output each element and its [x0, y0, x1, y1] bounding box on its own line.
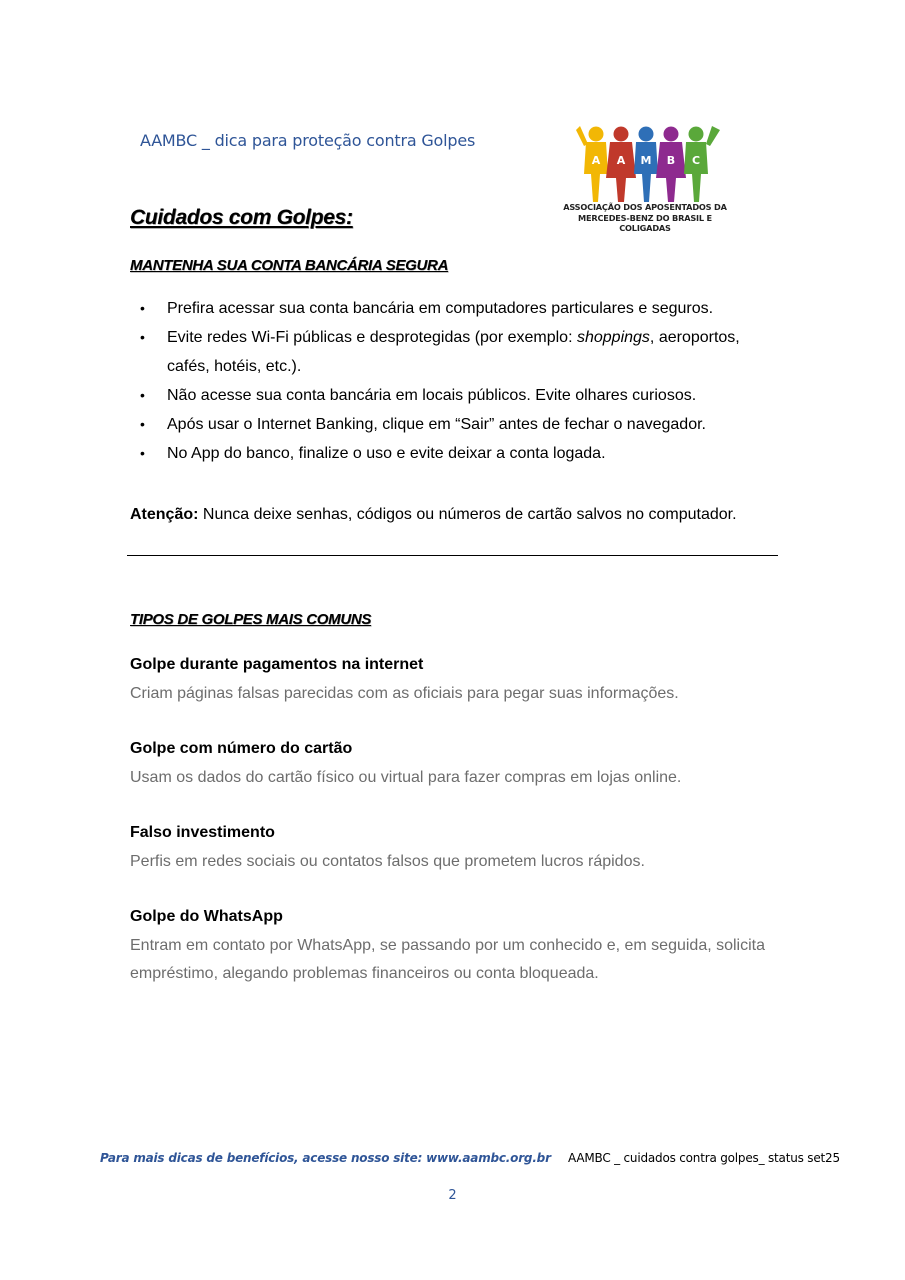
scam-type-description: Criam páginas falsas parecidas com as oficiais para pegar suas informações. [130, 685, 679, 702]
logo-letter-2: A [616, 154, 626, 167]
logo-letter-5: C [691, 154, 701, 167]
scam-type-item [130, 738, 790, 792]
scam-type-title: Falso investimento [130, 824, 275, 841]
scam-type-description: Usam os dados do cartão físico ou virtual para fazer compras em lojas online. [130, 769, 682, 786]
list-item [130, 323, 780, 381]
footer-site-link[interactable]: www.aambc.org.br [426, 1151, 551, 1165]
aambc-logo [560, 122, 730, 233]
attention-note [130, 506, 737, 524]
list-item [130, 439, 780, 468]
logo-figure-green [684, 126, 720, 202]
list-item-text-after: , aeroportos, cafés, hotéis, etc.). [167, 329, 740, 375]
scam-type-title: Golpe com número do cartão [130, 740, 353, 757]
section-title-conta-segura: MANTENHA SUA CONTA BANCÁRIA SEGURA [130, 257, 449, 274]
scam-type-description: Entram em contato por WhatsApp, se passando por um conhecido e, em seguida, solicita empréstimo, alegando problemas financeiros ou conta bloqueada. [130, 937, 766, 982]
scam-type-description: Perfis em redes sociais ou contatos falsos que prometem lucros rápidos. [130, 853, 645, 870]
logo-letter-3: M [640, 154, 652, 167]
attention-label: Atenção: [130, 506, 199, 523]
list-item-text: Prefira acessar sua conta bancária em computadores particulares e seguros. [167, 300, 714, 317]
scam-type-title: Golpe do WhatsApp [130, 908, 283, 925]
footer-doc-status: AAMBC _ cuidados contra golpes_ status set25 [568, 1151, 840, 1165]
logo-caption-line1: ASSOCIAÇÃO DOS APOSENTADOS DA [563, 202, 727, 212]
footer-site-note [100, 1151, 551, 1165]
aambc-logo-figures [560, 122, 730, 204]
footer-prefix: Para mais dicas de benefícios, acesse nosso site: [100, 1151, 427, 1165]
scam-type-item [130, 822, 790, 876]
page-number: 2 [448, 1188, 457, 1203]
list-item-text: No App do banco, finalize o uso e evite deixar a conta logada. [167, 445, 606, 462]
attention-text: Nunca deixe senhas, códigos ou números de cartão salvos no computador. [198, 506, 737, 523]
scam-type-item [130, 654, 790, 708]
logo-letter-1: A [591, 154, 601, 167]
security-tips-list [130, 294, 780, 468]
scam-type-title: Golpe durante pagamentos na internet [130, 656, 424, 673]
list-item [130, 381, 780, 410]
section-title-tipos-golpes: TIPOS DE GOLPES MAIS COMUNS [130, 611, 372, 628]
list-item [130, 410, 780, 439]
list-item-text: Após usar o Internet Banking, clique em “Sair” antes de fechar o navegador. [167, 416, 706, 433]
logo-letter-4: B [666, 154, 676, 167]
page-title: Cuidados com Golpes: [130, 206, 353, 229]
list-item-text: Não acesse sua conta bancária em locais públicos. Evite olhares curiosos. [167, 387, 697, 404]
horizontal-divider [127, 555, 778, 556]
list-item-text-before: Evite redes Wi-Fi públicas e desprotegidas (por exemplo: [167, 329, 577, 346]
document-header: AAMBC _ dica para proteção contra Golpes [140, 131, 476, 150]
logo-caption-line2: MERCEDES-BENZ DO BRASIL E COLIGADAS [578, 213, 712, 233]
scam-type-item [130, 906, 770, 988]
list-item [130, 294, 780, 323]
list-item-emphasis: shoppings [576, 329, 650, 346]
